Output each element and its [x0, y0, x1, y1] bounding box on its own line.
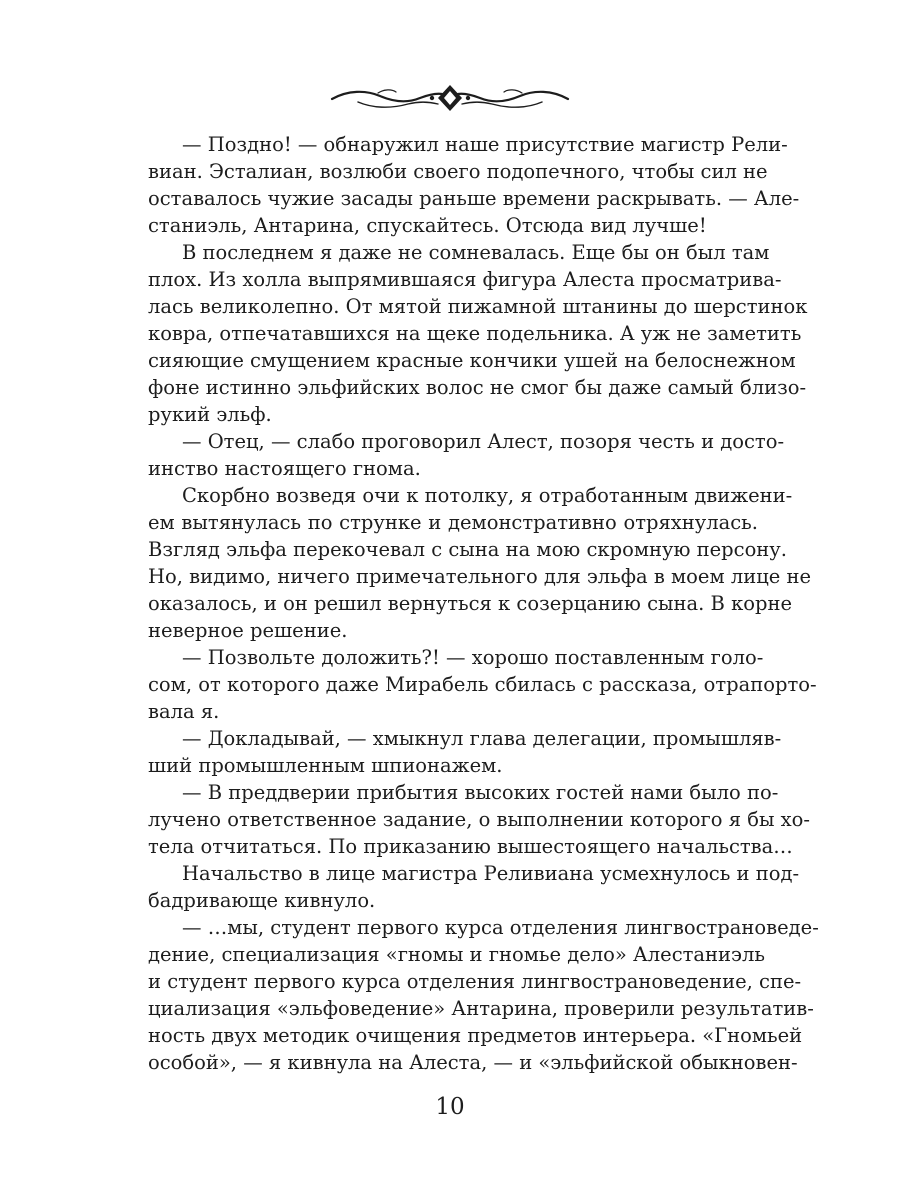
text-line: фоне истинно эльфийских волос не смог бы даже самый близо- — [148, 376, 807, 399]
text-line: оставалось чужие засады раньше времени раскрывать. — Але- — [148, 187, 800, 210]
text-line: ем вытянулась по струнке и демонстративно отряхнулась. — [148, 511, 758, 534]
page-number: 10 — [435, 1094, 465, 1120]
text-line: виан. Эсталиан, возлюби своего подопечного, чтобы сил не — [148, 160, 768, 183]
text-line: — Позвольте доложить?! — хорошо поставленным голо- — [182, 646, 764, 669]
text-line: Начальство в лице магистра Реливиана усмехнулось и под- — [182, 862, 800, 885]
text-line: — …мы, студент первого курса отделения лингвострановеде- — [182, 916, 819, 939]
text-line: бадривающе кивнуло. — [148, 889, 376, 912]
text-line: — Поздно! — обнаружил наше присутствие магистр Рели- — [182, 133, 788, 156]
paragraph — [148, 428, 785, 482]
paragraph — [148, 644, 817, 725]
paragraph — [148, 779, 810, 860]
text-line: рукий эльф. — [148, 403, 272, 426]
text-line: и студент первого курса отделения лингвострановедение, спе- — [148, 970, 802, 993]
text-line: сияющие смущением красные кончики ушей на белоснежном — [148, 349, 796, 372]
text-line: сом, от которого даже Мирабель сбилась с рассказа, отрапорто- — [148, 673, 817, 696]
text-line: — Отец, — слабо проговорил Алест, позоря честь и досто- — [182, 430, 785, 453]
text-line: тела отчитаться. По приказанию вышестоящего начальства… — [148, 835, 793, 858]
text-line: циализация «эльфоведение» Антарина, проверили результатив- — [148, 997, 814, 1020]
body-text — [148, 131, 819, 1076]
text-line: ший промышленным шпионажем. — [148, 754, 503, 777]
text-line: дение, специализация «гномы и гномье дело» Алестаниэль — [148, 943, 765, 966]
text-line: ковра, отпечатавшихся на щеке подельника. А уж не заметить — [148, 322, 802, 345]
text-line: — В преддверии прибытия высоких гостей нами было по- — [182, 781, 779, 804]
text-line: — Докладывай, — хмыкнул глава делегации, промышляв- — [182, 727, 782, 750]
text-line: ность двух методик очищения предметов интерьера. «Гномьей — [148, 1024, 803, 1047]
text-line: Взгляд эльфа перекочевал с сына на мою скромную персону. — [148, 538, 787, 561]
text-line: особой», — я кивнула на Алеста, — и «эльфийской обыкновен- — [148, 1051, 798, 1074]
text-line: станиэль, Антарина, спускайтесь. Отсюда вид лучше! — [148, 214, 707, 237]
paragraph — [148, 860, 800, 914]
paragraph — [148, 482, 812, 644]
text-line: Но, видимо, ничего примечательного для эльфа в моем лице не — [148, 565, 812, 588]
paragraph — [148, 914, 819, 1076]
text-line: вала я. — [148, 700, 220, 723]
paragraph — [148, 725, 782, 779]
text-line: инство настоящего гнома. — [148, 457, 421, 480]
flourish-ornament-icon — [328, 80, 572, 116]
text-line: неверное решение. — [148, 619, 348, 642]
text-line: лучено ответственное задание, о выполнении которого я бы хо- — [148, 808, 810, 831]
text-line: оказалось, и он решил вернуться к созерцанию сына. В корне — [148, 592, 793, 615]
text-line: Скорбно возведя очи к потолку, я отработанным движени- — [182, 484, 793, 507]
paragraph — [148, 131, 800, 239]
text-line: В последнем я даже не сомневалась. Еще бы он был там — [182, 241, 770, 264]
paragraph — [148, 239, 808, 428]
text-line: плох. Из холла выпрямившаяся фигура Алеста просматрива- — [148, 268, 782, 291]
text-line: лась великолепно. От мятой пижамной штанины до шерстинок — [148, 295, 808, 318]
